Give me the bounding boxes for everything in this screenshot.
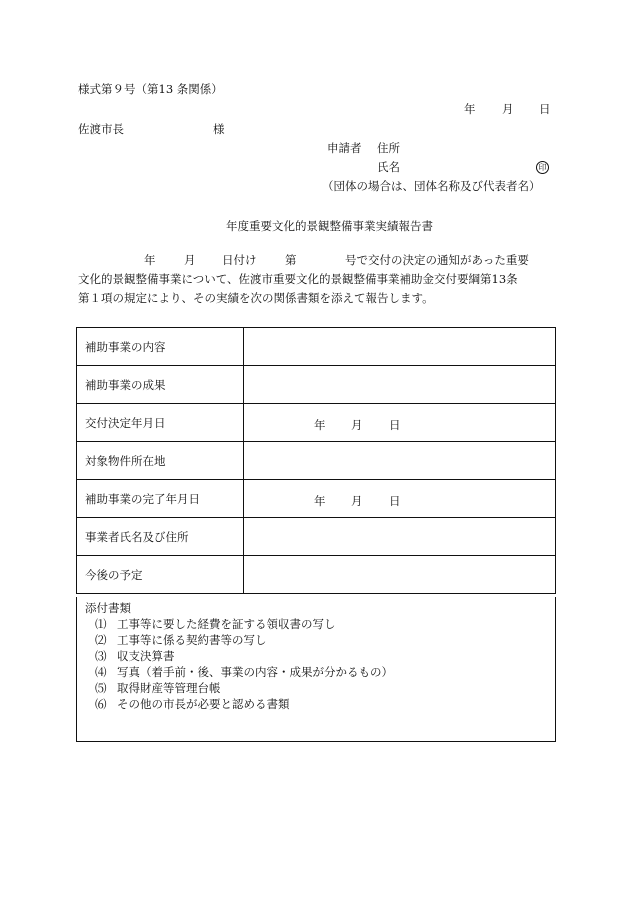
paragraph-line-2: 文化的景観整備事業について、佐渡市重要文化的景観整備事業補助金交付要綱第13条 xyxy=(78,272,518,286)
attachments-title: 添付書類 xyxy=(85,601,131,615)
table-row xyxy=(77,518,556,556)
input-cell-completion-date[interactable] xyxy=(244,480,556,518)
row-label-location: 対象物件所在地 xyxy=(77,442,244,480)
input-cell-content[interactable] xyxy=(244,328,556,366)
list-item xyxy=(95,632,393,648)
applicant-address-label: 住所 xyxy=(377,141,400,155)
row-label-results: 補助事業の成果 xyxy=(77,366,244,404)
input-cell-results[interactable] xyxy=(244,366,556,404)
row-label-future-plan: 今後の予定 xyxy=(77,556,244,594)
table-row xyxy=(77,366,556,404)
table-row xyxy=(77,328,556,366)
decision-date-year: 年 xyxy=(314,418,326,432)
paragraph-line-3: 第１項の規定により、その実績を次の関係書類を添えて報告します。 xyxy=(78,291,434,305)
completion-date-month: 月 xyxy=(351,494,363,508)
row-label-completion-date: 補助事業の完了年月日 xyxy=(77,480,244,518)
attachment-text: 写真（着手前・後、事業の内容・成果が分かるもの） xyxy=(117,665,393,679)
date-month-label: 月 xyxy=(502,102,514,116)
attachment-number: ⑷ xyxy=(95,665,107,679)
list-item xyxy=(95,648,393,664)
document-title: 年度重要文化的景観整備事業実績報告書 xyxy=(226,219,433,233)
completion-date-day: 日 xyxy=(389,494,401,508)
applicant-note: （団体の場合は、団体名称及び代表者名） xyxy=(322,179,541,193)
list-item xyxy=(95,680,393,696)
attachments-list xyxy=(95,616,393,712)
attachments-box xyxy=(76,597,556,742)
completion-date-year: 年 xyxy=(314,494,326,508)
decision-date-month: 月 xyxy=(351,418,363,432)
attachment-text: 工事等に係る契約書等の写し xyxy=(117,633,267,647)
input-cell-decision-date[interactable] xyxy=(244,404,556,442)
report-paragraph xyxy=(78,251,556,308)
report-table xyxy=(76,327,556,594)
list-item xyxy=(95,696,393,712)
attachment-number: ⑶ xyxy=(95,649,107,663)
row-label-operator: 事業者氏名及び住所 xyxy=(77,518,244,556)
para-year: 年 xyxy=(144,253,156,267)
table-row xyxy=(77,480,556,518)
table-row xyxy=(77,442,556,480)
para-month: 月 xyxy=(184,253,196,267)
attachment-text: 収支決算書 xyxy=(117,649,175,663)
attachment-text: その他の市長が必要と認める書類 xyxy=(117,697,290,711)
list-item xyxy=(95,616,393,632)
attachment-number: ⑵ xyxy=(95,633,107,647)
table-row xyxy=(77,556,556,594)
para-day-dated: 日付け xyxy=(222,253,257,267)
table-row xyxy=(77,404,556,442)
date-day-label: 日 xyxy=(539,102,551,116)
para-dai: 第 xyxy=(285,253,297,267)
para-line1-rest: 号で交付の決定の通知があった重要 xyxy=(345,253,529,267)
paragraph-line-1 xyxy=(78,251,556,270)
attachment-number: ⑴ xyxy=(95,617,107,631)
input-cell-future-plan[interactable] xyxy=(244,556,556,594)
applicant-name-label: 氏名 xyxy=(377,160,400,174)
addressee-name: 佐渡市長 xyxy=(78,122,124,136)
input-cell-operator[interactable] xyxy=(244,518,556,556)
date-year-label: 年 xyxy=(464,102,476,116)
attachment-number: ⑸ xyxy=(95,681,107,695)
list-item xyxy=(95,664,393,680)
form-number-label: 様式第９号（第13 条関係） xyxy=(78,82,223,96)
attachment-text: 取得財産等管理台帳 xyxy=(117,681,221,695)
decision-date-day: 日 xyxy=(389,418,401,432)
row-label-decision-date: 交付決定年月日 xyxy=(77,404,244,442)
attachment-number: ⑹ xyxy=(95,697,107,711)
seal-mark: 印 xyxy=(536,161,549,174)
attachment-text: 工事等に要した経費を証する領収書の写し xyxy=(117,617,336,631)
applicant-role-label: 申請者 xyxy=(327,141,362,155)
addressee-honorific: 様 xyxy=(213,122,225,136)
row-label-content: 補助事業の内容 xyxy=(77,328,244,366)
input-cell-location[interactable] xyxy=(244,442,556,480)
